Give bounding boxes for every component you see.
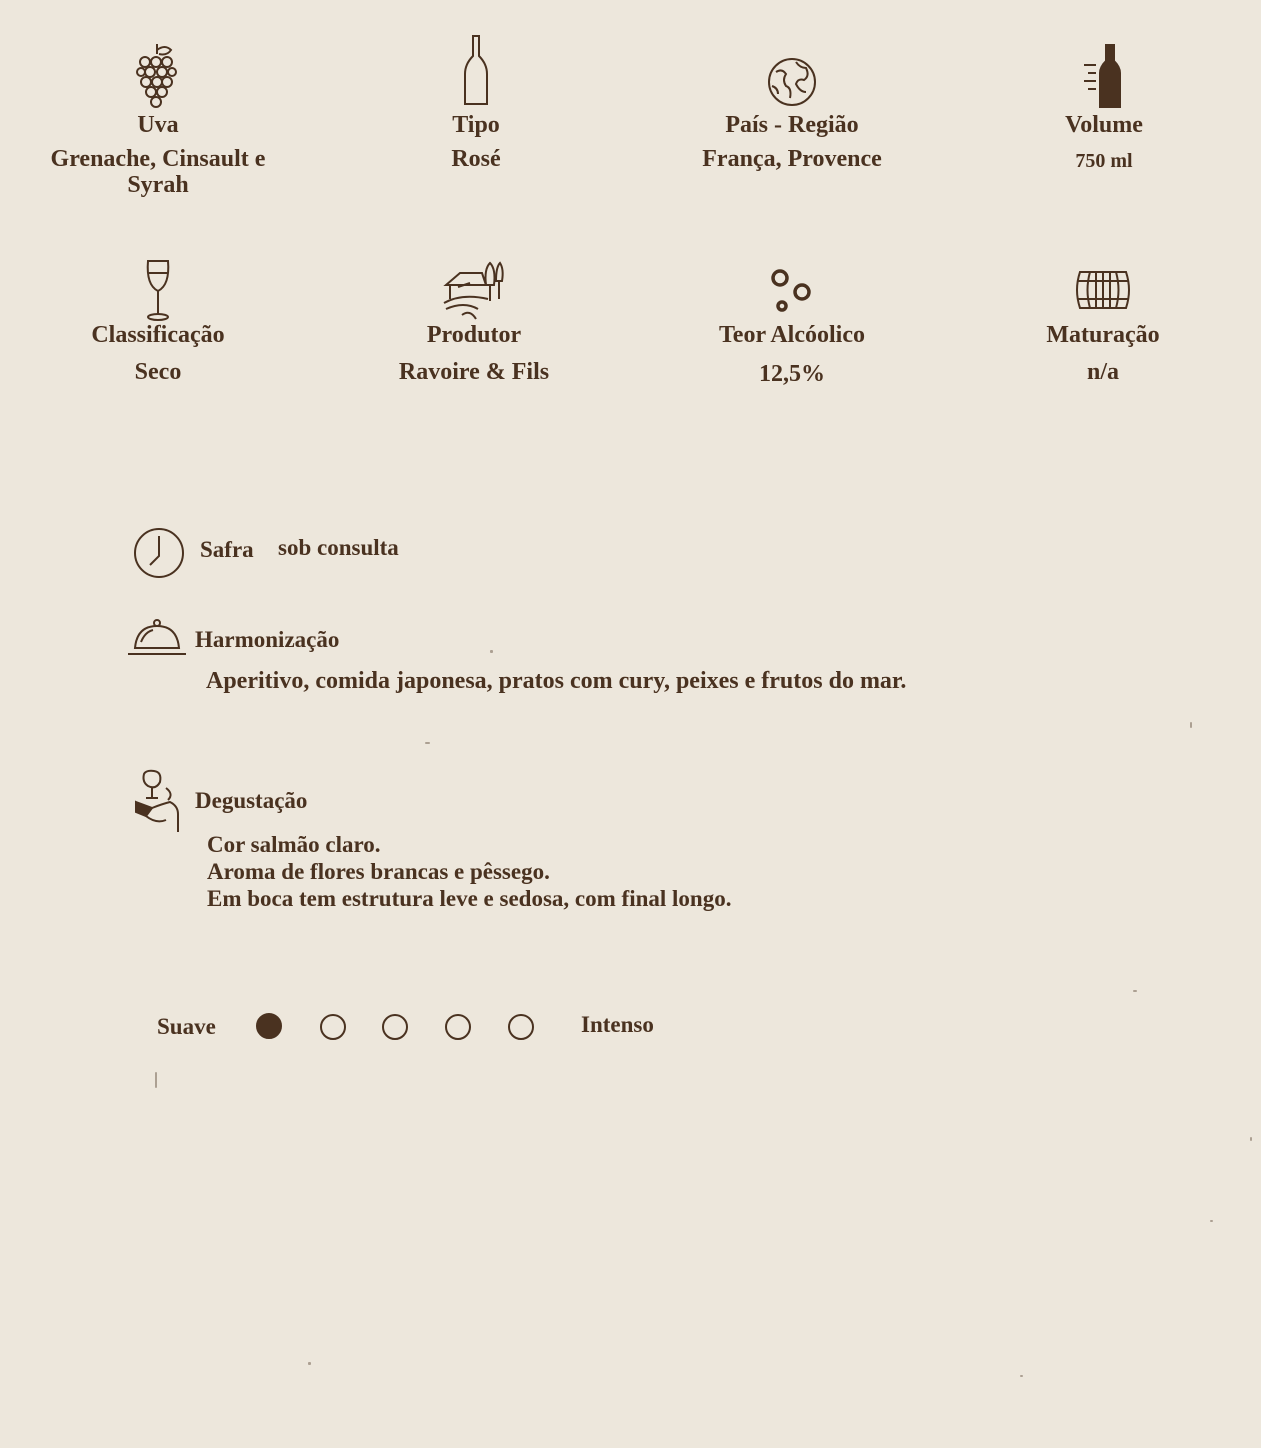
spec-value: n/a xyxy=(1086,359,1119,385)
spec-value: Grenache, Cinsault e Syrah xyxy=(50,146,266,198)
safra-value: sob consulta xyxy=(278,535,399,560)
spec-value: França, Provence xyxy=(702,146,882,172)
spec-teor-alcoolico xyxy=(662,255,922,405)
intensity-dot xyxy=(445,1014,471,1040)
cloche-icon xyxy=(127,618,187,658)
grapes-icon xyxy=(135,42,181,110)
spec-label: Produtor xyxy=(426,322,522,348)
spec-label: Tipo xyxy=(452,112,500,138)
degustacao-line: Em boca tem estrutura leve e sedosa, com final longo. xyxy=(207,886,732,911)
spec-uva xyxy=(28,40,288,210)
bubbles-icon xyxy=(768,267,816,313)
intensity-max-label: Intenso xyxy=(581,1012,654,1037)
spec-produtor xyxy=(344,255,604,405)
harmonizacao-label: Harmonização xyxy=(195,627,340,652)
bottle-outline-icon xyxy=(462,34,490,108)
wine-glass-icon xyxy=(143,259,173,321)
degustacao-label: Degustação xyxy=(195,788,308,813)
spec-label: Classificação xyxy=(91,322,225,348)
spec-volume xyxy=(974,40,1234,210)
spec-value: 12,5% xyxy=(759,361,825,387)
safra-label: Safra xyxy=(200,537,254,562)
spec-pais-regiao xyxy=(662,40,922,210)
clock-icon xyxy=(132,526,186,580)
bottle-filled-icon xyxy=(1082,43,1126,109)
degustacao-line: Aroma de flores brancas e pêssego. xyxy=(207,859,550,884)
intensity-min-label: Suave xyxy=(157,1014,216,1039)
tasting-hand-icon xyxy=(132,768,182,836)
intensity-dot xyxy=(256,1013,282,1039)
spec-classificacao xyxy=(28,255,288,405)
spec-label: Maturação xyxy=(1046,322,1160,348)
degustacao-line: Cor salmão claro. xyxy=(207,832,381,857)
intensity-dot xyxy=(320,1014,346,1040)
globe-icon xyxy=(766,56,818,108)
spec-maturacao xyxy=(973,255,1233,405)
spec-label: País - Região xyxy=(725,112,859,138)
spec-value: Ravoire & Fils xyxy=(398,359,550,385)
vineyard-icon xyxy=(442,259,506,321)
barrel-icon xyxy=(1074,269,1132,311)
spec-value: 750 ml xyxy=(1075,150,1133,172)
spec-value: Rosé xyxy=(451,146,501,172)
intensity-dot xyxy=(508,1014,534,1040)
intensity-dot xyxy=(382,1014,408,1040)
spec-label: Teor Alcóolico xyxy=(719,322,865,348)
spec-value: Seco xyxy=(134,359,182,385)
harmonizacao-text: Aperitivo, comida japonesa, pratos com cury, peixes e frutos do mar. xyxy=(206,668,907,694)
spec-tipo xyxy=(346,40,606,210)
spec-label: Volume xyxy=(1065,112,1143,138)
spec-label: Uva xyxy=(137,112,179,138)
